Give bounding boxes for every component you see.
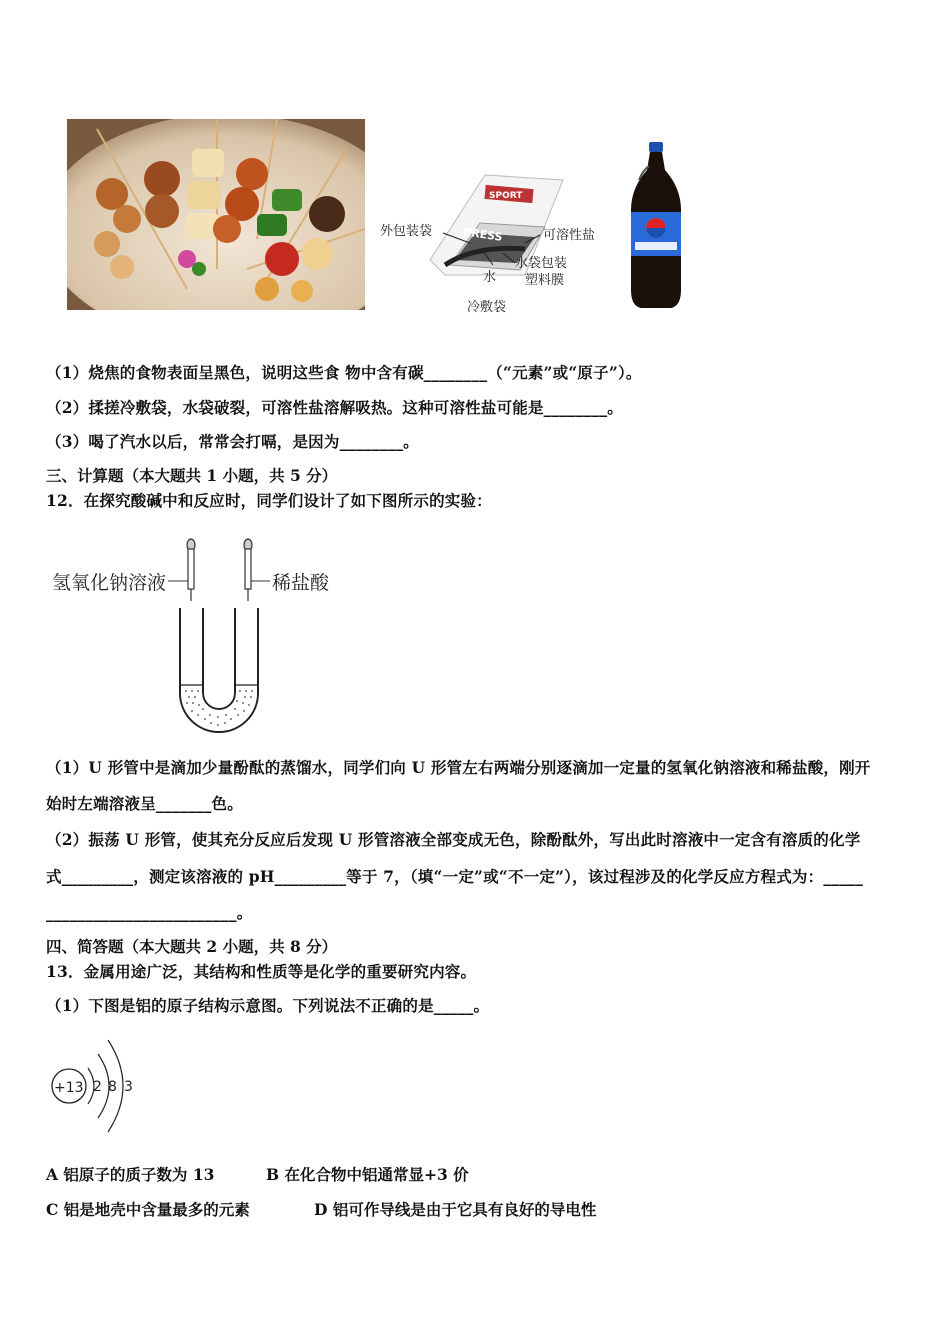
label-water: 水 <box>483 270 497 285</box>
label-dilute-hcl: 稀盐酸 <box>272 572 330 594</box>
option-a[interactable]: A 铝原子的质子数为 13 <box>46 1165 215 1184</box>
label-outer-bag: 外包装袋 <box>380 224 433 239</box>
shell-1-electrons: 2 <box>93 1079 102 1095</box>
cold-pack-diagram <box>375 165 615 315</box>
q12-part1-line1: （1）U 形管中是滴加少量酚酞的蒸馏水，同学们向 U 形管左右两端分别逐滴加一定量的氢氧化钠溶液和稀盐酸，刚开 <box>46 758 871 777</box>
shell-2-electrons: 8 <box>108 1079 117 1095</box>
pepsi-bottle <box>623 140 689 310</box>
section-3-heading: 三、计算题（本大题共 1 小题，共 5 分） <box>46 466 338 485</box>
skewers-food-photo <box>67 119 365 310</box>
label-film-2: 塑料膜 <box>525 273 565 288</box>
option-d[interactable]: D 铝可作导线是由于它具有良好的导电性 <box>314 1200 597 1219</box>
pack-text-press: PRESS <box>462 225 504 244</box>
u-tube-diagram <box>50 533 350 748</box>
option-b[interactable]: B 在化合物中铝通常显+3 价 <box>266 1165 469 1184</box>
section-4-heading: 四、简答题（本大题共 2 小题，共 8 分） <box>46 937 338 956</box>
q11-part1: （1）烧焦的食物表面呈黑色，说明这些食 物中含有碳________（“元素”或“原子”）。 <box>46 363 642 382</box>
pack-text-sport: SPORT <box>489 191 523 201</box>
q12-part1-line2: 始时左端溶液呈_______色。 <box>46 794 243 813</box>
q12-part2-line3: ________________________。 <box>46 903 253 922</box>
q11-part3: （3）喝了汽水以后，常常会打嗝，是因为________。 <box>46 432 419 451</box>
q11-part2: （2）揉搓冷敷袋，水袋破裂，可溶性盐溶解吸热。这种可溶性盐可能是________。 <box>46 398 623 417</box>
label-naoh-solution: 氢氧化钠溶液 <box>52 572 167 594</box>
nucleus-charge: +13 <box>54 1080 84 1096</box>
option-c[interactable]: C 铝是地壳中含量最多的元素 <box>46 1200 250 1219</box>
label-soluble-salt: 可溶性盐 <box>543 228 596 243</box>
q12-stem: 12．在探究酸碱中和反应时，同学们设计了如下图所示的实验： <box>46 491 492 510</box>
aluminum-atom-diagram <box>48 1032 158 1142</box>
label-film-1: 水袋包装 <box>515 256 568 271</box>
q12-part2-line1: （2）振荡 U 形管，使其充分反应后发现 U 形管溶液全部变成无色，除酚酞外，写出此时溶液中一定含有溶质的化学 <box>46 830 861 849</box>
q13-part1: （1）下图是铝的原子结构示意图。下列说法不正确的是_____。 <box>46 996 490 1015</box>
q12-part2-line2: 式_________，测定该溶液的 pH_________等于 7，（填“一定”或“不一定”），该过程涉及的化学反应方程式为：_____ <box>46 867 864 886</box>
label-cold-pack-caption: 冷敷袋 <box>467 300 507 315</box>
q13-stem: 13．金属用途广泛，其结构和性质等是化学的重要研究内容。 <box>46 962 477 981</box>
shell-3-electrons: 3 <box>124 1079 133 1095</box>
